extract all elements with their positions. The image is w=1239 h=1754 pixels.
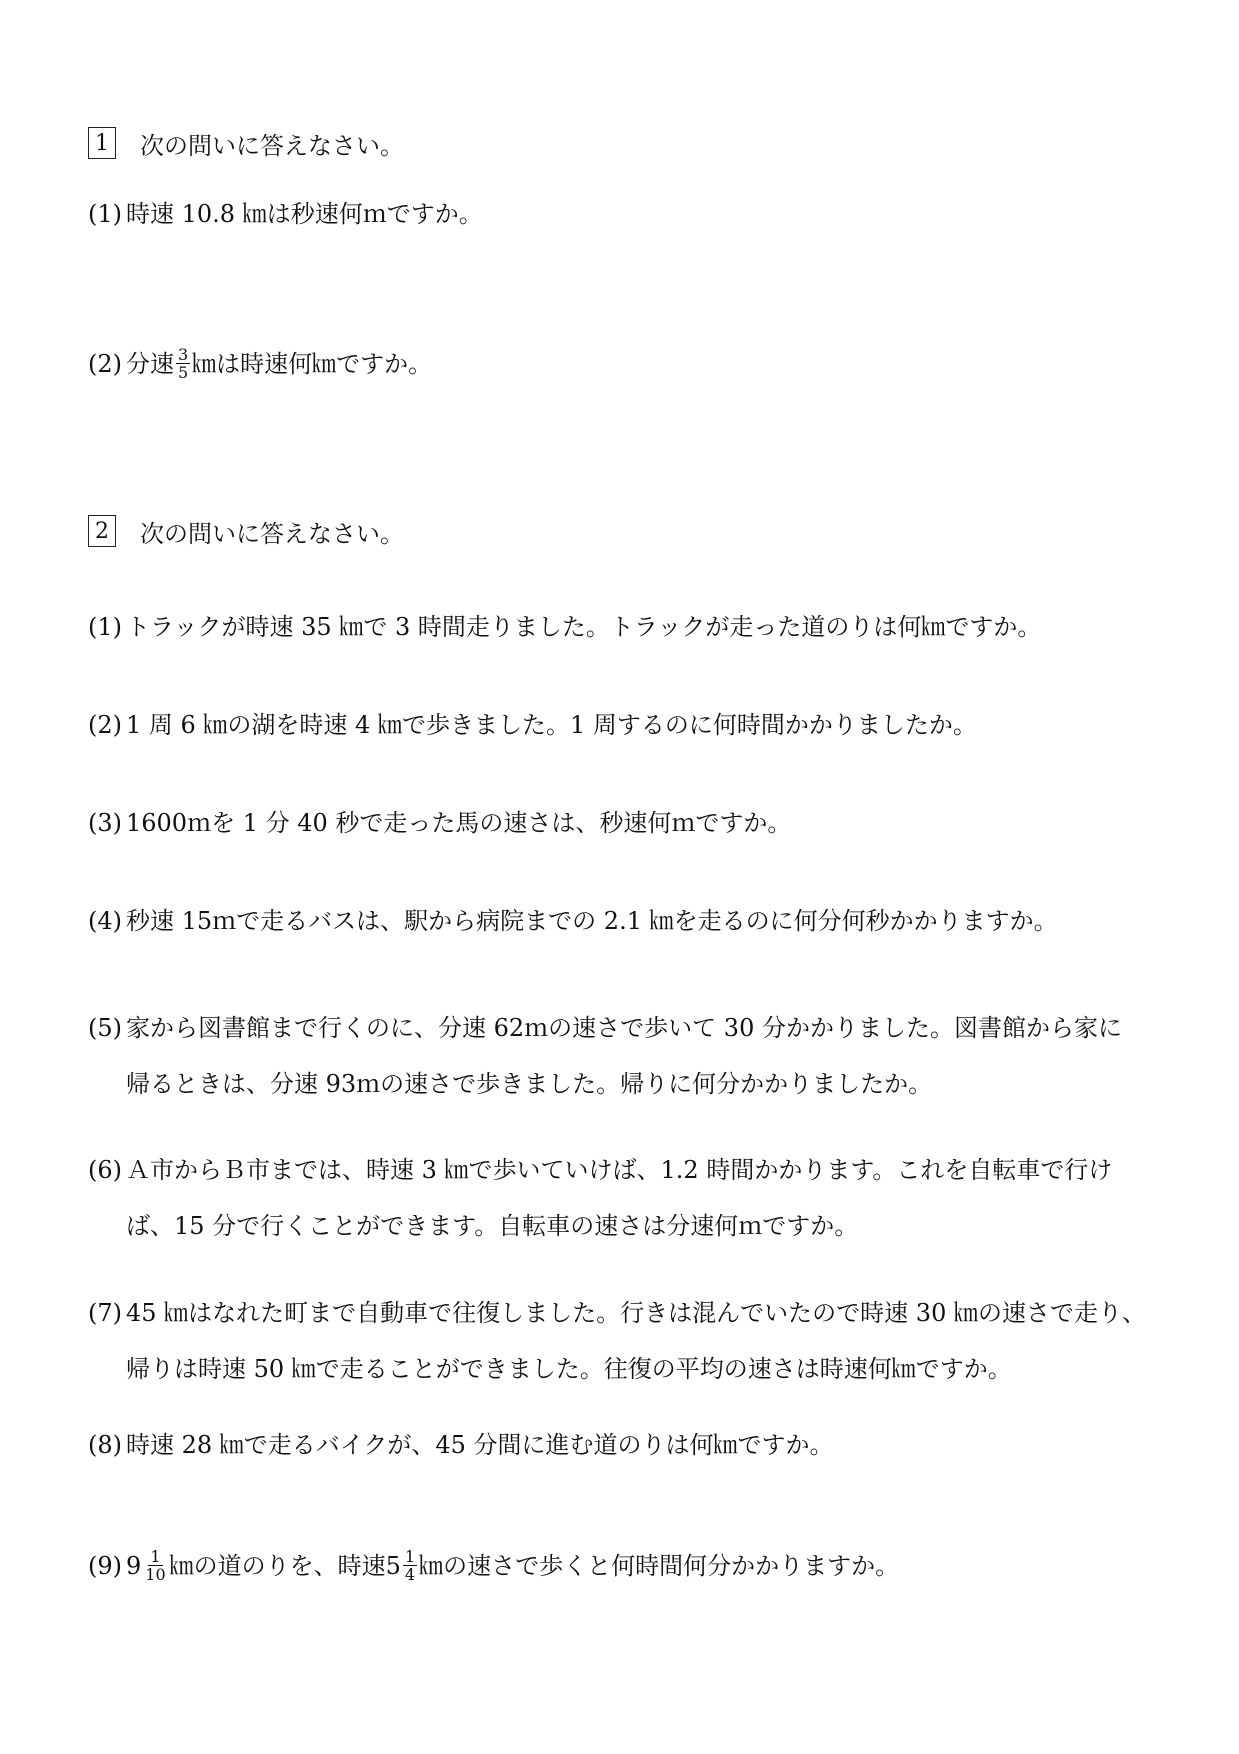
s2-question-2 <box>88 707 977 743</box>
question-number: (5) <box>88 1014 122 1042</box>
s2-question-4 <box>88 903 1058 939</box>
question-number: (7) <box>88 1299 122 1327</box>
question-text-line-2: 帰るときは、分速 93ｍの速さで歩きました。帰りに何分かかりましたか。 <box>126 1070 933 1098</box>
question-number: (1) <box>88 613 122 641</box>
question-number: (3) <box>88 809 122 837</box>
question-text: 時速 28 ㎞で走るバイクが、45 分間に進む道のりは何㎞ですか。 <box>126 1431 834 1459</box>
section-2-heading <box>88 515 404 547</box>
question-text-line-2: ば、15 分で行くことができます。自転車の速さは分速何ｍですか。 <box>126 1212 859 1240</box>
question-text: 1600ｍを 1 分 40 秒で走った馬の速さは、秒速何ｍですか。 <box>126 809 792 837</box>
section-1-instruction: 次の問いに答えなさい。 <box>140 131 404 160</box>
fraction-one-tenth <box>143 1548 167 1583</box>
fraction-denominator: 4 <box>404 1565 416 1584</box>
s2-question-7 <box>88 1285 1146 1397</box>
s1-question-1 <box>88 196 483 232</box>
question-number: (4) <box>88 907 122 935</box>
mixed-number-whole-1: 9 <box>126 1552 142 1580</box>
s2-question-5 <box>88 1000 1122 1112</box>
section-1-heading <box>88 127 404 159</box>
question-text-line-1: Ａ市からＢ市までは、時速 3 ㎞で歩いていけば、1.2 時間かかります。これを自転車で行け <box>126 1156 1113 1184</box>
section-1-number-box: 1 <box>88 127 116 159</box>
fraction-denominator: 10 <box>145 1565 166 1584</box>
question-text-after: ㎞は時速何㎞ですか。 <box>192 350 433 378</box>
question-text-line-1: 45 ㎞はなれた町まで自動車で往復しました。行きは混んでいたので時速 30 ㎞の速さで走り、 <box>126 1299 1146 1327</box>
s2-question-9 <box>88 1548 899 1585</box>
fraction-three-fifths <box>176 346 190 381</box>
fraction-denominator: 5 <box>178 363 189 382</box>
question-text: 秒速 15ｍで走るバスは、駅から病院までの 2.1 ㎞を走るのに何分何秒かかりますか。 <box>126 907 1058 935</box>
question-text-before: 分速 <box>126 350 174 378</box>
s1-question-2 <box>88 346 432 383</box>
question-text-line-1: 家から図書館まで行くのに、分速 62ｍの速さで歩いて 30 分かかりました。図書館から家に <box>126 1014 1122 1042</box>
question-number: (2) <box>88 711 122 739</box>
question-number: (9) <box>88 1552 122 1580</box>
question-text-middle: ㎞の道のりを、時速 <box>169 1552 386 1580</box>
section-2-number-box: 2 <box>88 515 116 547</box>
s2-question-6 <box>88 1142 1112 1254</box>
fraction-numerator: 1 <box>404 1547 416 1566</box>
s2-question-1 <box>88 609 1041 645</box>
question-text-after: ㎞の速さで歩くと何時間何分かかりますか。 <box>419 1552 900 1580</box>
question-text: トラックが時速 35 ㎞で 3 時間走りました。トラックが走った道のりは何㎞ですか。 <box>126 613 1042 641</box>
question-number: (8) <box>88 1431 122 1459</box>
mixed-number-whole-2: 5 <box>385 1552 401 1580</box>
question-text: 時速 10.8 ㎞は秒速何ｍですか。 <box>126 200 483 228</box>
question-text-line-2: 帰りは時速 50 ㎞で走ることができました。往復の平均の速さは時速何㎞ですか。 <box>126 1355 1012 1383</box>
question-number: (1) <box>88 200 122 228</box>
question-text: 1 周 6 ㎞の湖を時速 4 ㎞で歩きました。1 周するのに何時間かかりましたか。 <box>126 711 977 739</box>
s2-question-3 <box>88 805 791 841</box>
fraction-one-quarter <box>403 1548 417 1583</box>
s2-question-8 <box>88 1427 833 1463</box>
fraction-numerator: 1 <box>150 1547 161 1566</box>
section-2-instruction: 次の問いに答えなさい。 <box>140 519 404 548</box>
fraction-numerator: 3 <box>178 345 189 364</box>
question-number: (2) <box>88 350 122 378</box>
question-number: (6) <box>88 1156 122 1184</box>
